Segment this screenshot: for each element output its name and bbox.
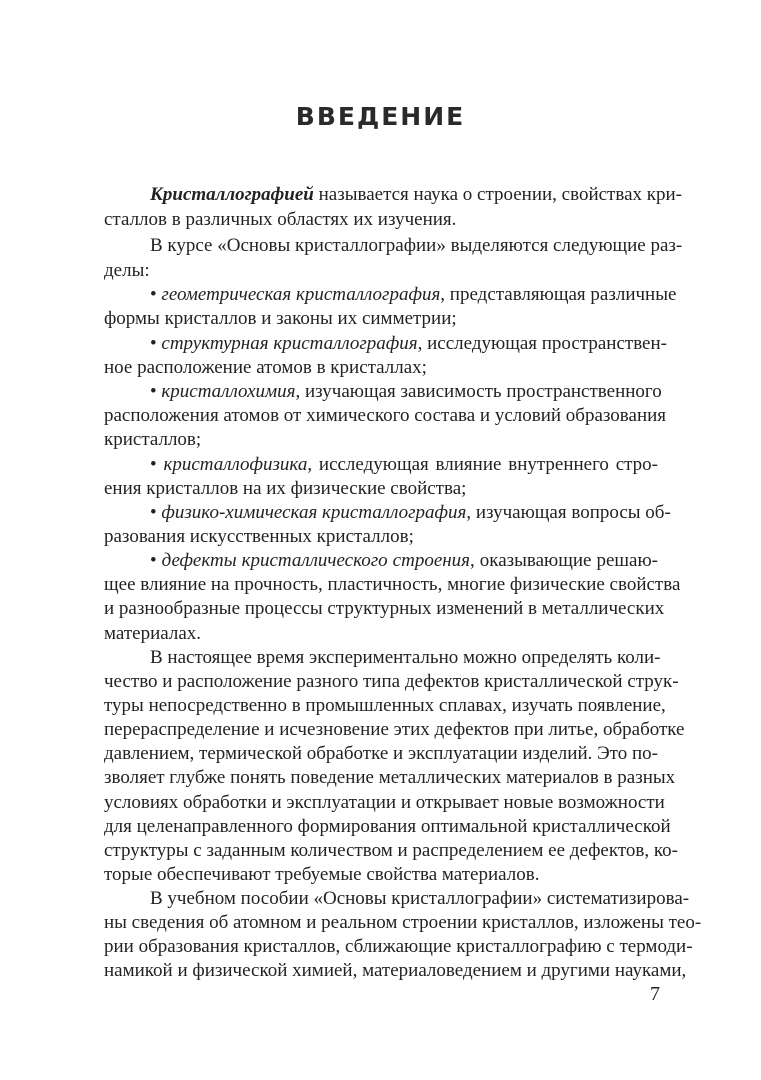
list-term: кристаллохимия <box>161 381 296 402</box>
list-term: кристаллофизика <box>163 454 308 475</box>
text-span: , изучающая вопросы об- <box>466 502 671 523</box>
list-term: дефекты кристаллического строения <box>161 550 471 571</box>
text-line: ны сведения об атомном и реальном строении кристаллов, изложены тео- <box>104 912 702 933</box>
bullet: • <box>150 454 164 475</box>
bullet: • <box>150 502 162 523</box>
term-emphasis: Кристаллографией <box>150 184 314 205</box>
text-line: В курсе «Основы кристаллографии» выделяются следующие раз- <box>150 235 683 256</box>
text-line: условиях обработки и эксплуатации и открывает новые возможности <box>104 792 665 813</box>
list-item <box>150 283 677 307</box>
text-line: щее влияние на прочность, пластичность, многие физические свойства <box>104 574 681 595</box>
text-line: туры непосредственно в промышленных сплавах, изучать появление, <box>104 695 666 716</box>
bullet: • <box>150 284 162 305</box>
text-line: разования искусственных кристаллов; <box>104 526 414 547</box>
text-line: ное расположение атомов в кристаллах; <box>104 357 427 378</box>
text-span: называется наука о строении, свойствах кри- <box>313 184 682 205</box>
list-item <box>150 549 658 573</box>
text-line: рии образования кристаллов, сближающие кристаллографию с термоди- <box>104 936 693 957</box>
text-line: расположения атомов от химического состава и условий образования <box>104 405 667 426</box>
text-line: зволяет глубже понять поведение металлических материалов в разных <box>104 767 676 788</box>
text-span: , представляющая различные <box>440 284 677 305</box>
text-line: кристаллов; <box>104 429 202 450</box>
list-item <box>150 501 671 525</box>
list-item <box>150 380 662 404</box>
bullet: • <box>150 550 162 571</box>
page-number: 7 <box>650 983 660 1005</box>
list-term: геометрическая кристаллография <box>161 284 441 305</box>
text-line: для целенаправленного формирования оптимальной кристаллической <box>104 816 671 837</box>
text-line: давлением, термической обработке и эксплуатации изделий. Это по- <box>104 743 658 764</box>
page-title: ВВЕДЕНИЕ <box>295 102 466 131</box>
text-line: чество и расположение разного типа дефектов кристаллической струк- <box>104 671 679 692</box>
text-span: , исследующая влияние внутреннего стро- <box>307 454 659 475</box>
text-line: ения кристаллов на их физические свойства; <box>104 478 467 499</box>
text-line: материалах. <box>104 623 202 644</box>
list-term: физико-химическая кристаллография <box>161 502 467 523</box>
text-span: , изучающая зависимость пространственного <box>295 381 662 402</box>
text-span: , исследующая пространствен- <box>417 333 667 354</box>
text-line: В настоящее время экспериментально можно определять коли- <box>150 647 661 668</box>
bullet: • <box>150 333 162 354</box>
bullet: • <box>150 381 162 402</box>
text-line: намикой и физической химией, материаловедением и другими науками, <box>104 960 687 981</box>
text-line: В учебном пособии «Основы кристаллографии» систематизирова- <box>150 888 690 909</box>
text-line: торые обеспечивают требуемые свойства материалов. <box>104 864 540 885</box>
text-line: перераспределение и исчезновение этих дефектов при литье, обработке <box>104 719 685 740</box>
list-item <box>150 332 667 356</box>
text-line <box>150 183 682 207</box>
text-line: сталлов в различных областях их изучения. <box>104 209 457 230</box>
text-line: структуры с заданным количеством и распределением ее дефектов, ко- <box>104 840 678 861</box>
text-span: , оказывающие решаю- <box>470 550 658 571</box>
list-term: структурная кристаллография <box>161 333 418 354</box>
text-line: формы кристаллов и законы их симметрии; <box>104 308 457 329</box>
list-item <box>150 453 658 477</box>
text-line: делы: <box>104 260 150 281</box>
text-line: и разнообразные процессы структурных изменений в металлических <box>104 598 665 619</box>
